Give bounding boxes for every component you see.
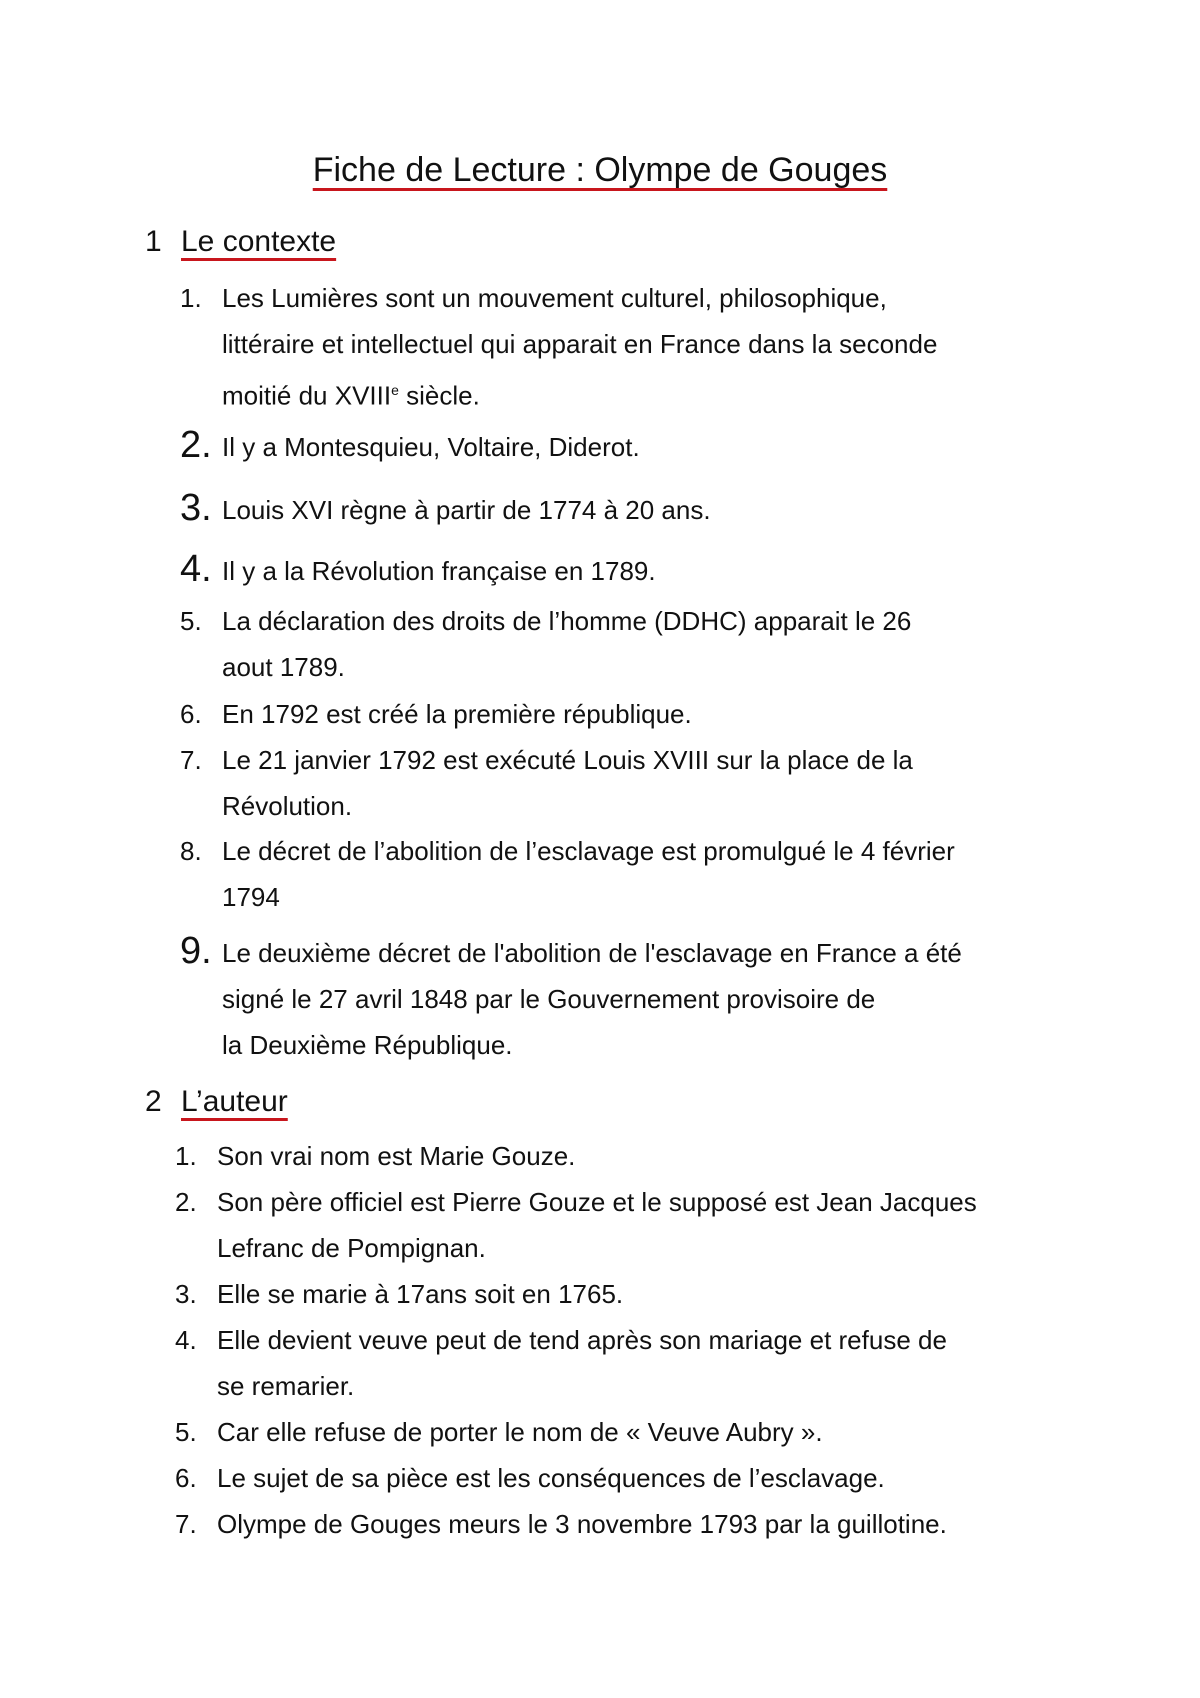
- list-item: [175, 1317, 1107, 1409]
- list-item-text: Le 21 janvier 1792 est exécuté Louis XVIII sur la place de la Révolution.: [222, 745, 913, 821]
- list-item-text: Il y a la Révolution française en 1789.: [222, 556, 656, 586]
- list-item: [175, 1501, 1107, 1547]
- list-marker: 6.: [180, 699, 202, 729]
- list-item-text: La déclaration des droits de l’homme (DDHC) apparait le 26 aout 1789.: [222, 606, 912, 682]
- list-item: [180, 691, 1102, 737]
- list-item-text: Elle devient veuve peut de tend après son mariage et refuse de se remarier.: [217, 1325, 947, 1401]
- list-item-text: Son père officiel est Pierre Gouze et le supposé est Jean Jacques Lefranc de Pompignan.: [217, 1187, 977, 1263]
- list-marker: 3.: [180, 487, 212, 529]
- list-item: [175, 1455, 1107, 1501]
- list-item: [180, 737, 1102, 829]
- list-item-text: Les Lumières sont un mouvement culturel, philosophique, littéraire et intellectuel qui apparait en France dans la seconde moitié du XVIII: [222, 283, 938, 411]
- list-marker: 7.: [175, 1509, 197, 1539]
- section-number: 2: [145, 1085, 162, 1118]
- list-item-text: Olympe de Gouges meurs le 3 novembre 1793 par la guillotine.: [217, 1509, 947, 1539]
- list-marker: 5.: [180, 606, 202, 636]
- list-item-text: Le deuxième décret de l'abolition de l'esclavage en France a été signé le 27 avril 1848 par le Gouvernement provisoire de la Deuxième République.: [222, 938, 962, 1060]
- list-item-text: Il y a Montesquieu, Voltaire, Diderot.: [222, 432, 640, 462]
- list-item-text: Le sujet de sa pièce est les conséquences de l’esclavage.: [217, 1463, 885, 1493]
- list-marker: 4.: [180, 548, 212, 590]
- list-marker: 1.: [175, 1141, 197, 1171]
- list-item: [180, 548, 1102, 594]
- list-item: [180, 424, 1102, 470]
- section-title: L’auteur: [181, 1085, 288, 1118]
- list-marker: 2.: [175, 1187, 197, 1217]
- list-item: [180, 930, 1102, 1068]
- list-marker: 8.: [180, 836, 202, 866]
- list-item: [180, 275, 1102, 419]
- list-item: [175, 1133, 1107, 1179]
- list-marker: 6.: [175, 1463, 197, 1493]
- list-item-text: Son vrai nom est Marie Gouze.: [217, 1141, 576, 1171]
- list-marker: 9.: [180, 930, 212, 972]
- list-marker: 4.: [175, 1325, 197, 1355]
- list-item: [175, 1271, 1107, 1317]
- list-item-text-tail: siècle.: [398, 380, 480, 411]
- list-item-text: Le décret de l’abolition de l’esclavage est promulgué le 4 février 1794: [222, 836, 955, 912]
- list-item-text: Elle se marie à 17ans soit en 1765.: [217, 1279, 624, 1309]
- list-marker: 1.: [180, 283, 202, 313]
- section-number: 1: [145, 225, 162, 258]
- list-item-text: Louis XVI règne à partir de 1774 à 20 ans.: [222, 495, 711, 525]
- section-heading-auteur: [145, 1082, 288, 1122]
- list-item-text: Car elle refuse de porter le nom de « Veuve Aubry ».: [217, 1417, 823, 1447]
- page-title: Fiche de Lecture : Olympe de Gouges: [312, 151, 888, 189]
- list-item: [180, 598, 1102, 690]
- list-marker: 2.: [180, 424, 212, 466]
- list-item: [175, 1179, 1107, 1271]
- list-marker: 5.: [175, 1417, 197, 1447]
- superscript: e: [391, 382, 399, 398]
- list-item-text: En 1792 est créé la première république.: [222, 699, 692, 729]
- list-item: [175, 1409, 1107, 1455]
- list-marker: 3.: [175, 1279, 197, 1309]
- list-item: [180, 828, 1102, 920]
- section-title: Le contexte: [181, 225, 337, 258]
- list-marker: 7.: [180, 745, 202, 775]
- list-item: [180, 487, 1102, 533]
- section-heading-contexte: [145, 222, 336, 262]
